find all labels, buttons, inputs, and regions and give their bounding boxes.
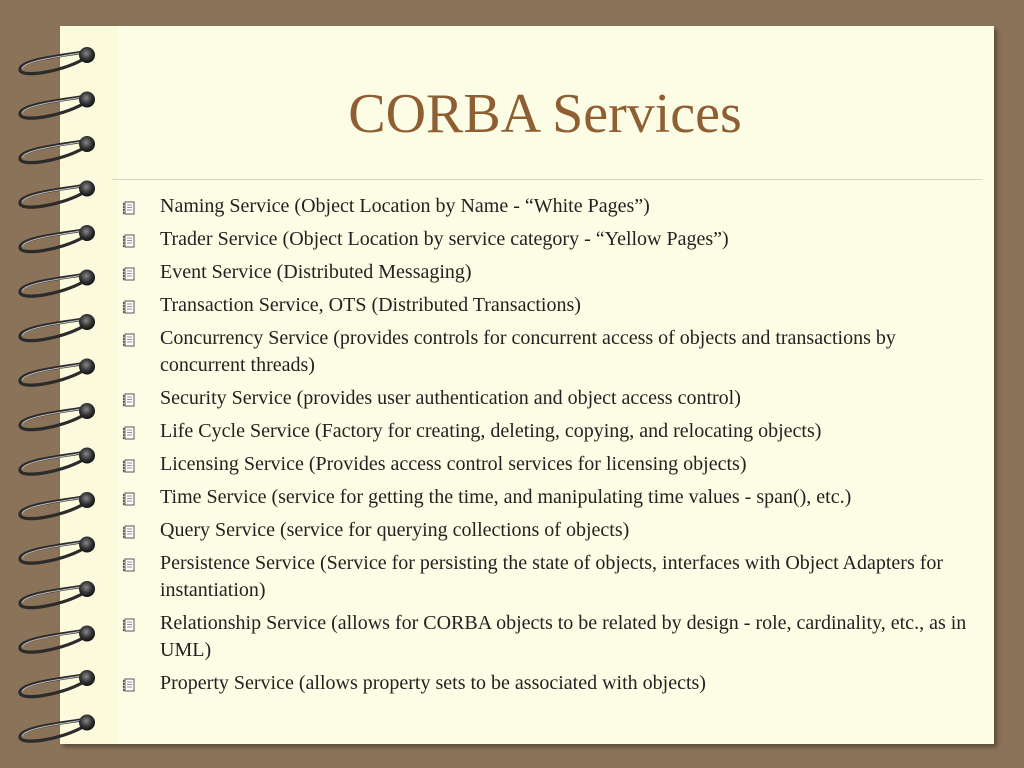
list-item (120, 517, 980, 544)
binding-hole (79, 359, 95, 375)
list-item-text: Transaction Service, OTS (Distributed Transactions) (160, 294, 581, 316)
binding-hole (79, 448, 95, 464)
slide-title: CORBA Services (348, 83, 742, 145)
binding-hole (79, 225, 95, 241)
list-item-text: Trader Service (Object Location by service category - “Yellow Pages”) (160, 228, 729, 250)
binding-hole (79, 270, 95, 286)
list-item-text: Security Service (provides user authentication and object access control) (160, 387, 741, 409)
binding-hole (79, 715, 95, 731)
list-item-text: Relationship Service (allows for CORBA objects to be related by design - role, cardinality, etc., as in UML) (160, 612, 967, 661)
binding-hole (79, 314, 95, 330)
notebook-icon (122, 234, 136, 248)
notebook-icon (122, 267, 136, 281)
list-item (120, 451, 980, 478)
notebook-icon (122, 558, 136, 572)
list-item (120, 226, 980, 253)
list-item (120, 418, 980, 445)
list-item (120, 670, 980, 697)
list-item-text: Query Service (service for querying collections of objects) (160, 519, 630, 541)
binding-hole (79, 537, 95, 553)
list-item-text: Property Service (allows property sets to be associated with objects) (160, 672, 706, 694)
list-item-text: Event Service (Distributed Messaging) (160, 261, 472, 283)
notebook-icon (122, 333, 136, 347)
binding-hole (79, 181, 95, 197)
list-item (120, 325, 980, 379)
binding-hole (79, 47, 95, 63)
notebook-icon (122, 201, 136, 215)
list-item (120, 259, 980, 286)
spiral-binding (0, 0, 110, 768)
binding-hole (79, 92, 95, 108)
notebook-icon (122, 300, 136, 314)
notebook-icon (122, 525, 136, 539)
list-item (120, 484, 980, 511)
list-item-text: Time Service (service for getting the time, and manipulating time values - span(), etc.) (160, 486, 852, 508)
list-item-text: Persistence Service (Service for persisting the state of objects, interfaces with Object Adapters for instantiation) (160, 552, 944, 601)
notebook-icon (122, 618, 136, 632)
binding-hole (79, 581, 95, 597)
list-item-text: Licensing Service (Provides access control services for licensing objects) (160, 453, 747, 475)
service-list (120, 193, 980, 703)
list-item-text: Life Cycle Service (Factory for creating, deleting, copying, and relocating objects) (160, 420, 822, 442)
list-item (120, 610, 980, 664)
notebook-icon (122, 459, 136, 473)
list-item (120, 385, 980, 412)
binding-hole (79, 626, 95, 642)
title-divider (112, 179, 982, 180)
notebook-icon (122, 426, 136, 440)
binding-hole (79, 136, 95, 152)
notebook-icon (122, 678, 136, 692)
list-item (120, 193, 980, 220)
binding-hole (79, 403, 95, 419)
binding-hole (79, 670, 95, 686)
notebook-icon (122, 393, 136, 407)
list-item (120, 292, 980, 319)
notebook-icon (122, 492, 136, 506)
list-item (120, 550, 980, 604)
list-item-text: Concurrency Service (provides controls for concurrent access of objects and transactions by concurrent threads) (160, 327, 896, 376)
list-item-text: Naming Service (Object Location by Name - “White Pages”) (160, 195, 650, 217)
binding-hole (79, 492, 95, 508)
